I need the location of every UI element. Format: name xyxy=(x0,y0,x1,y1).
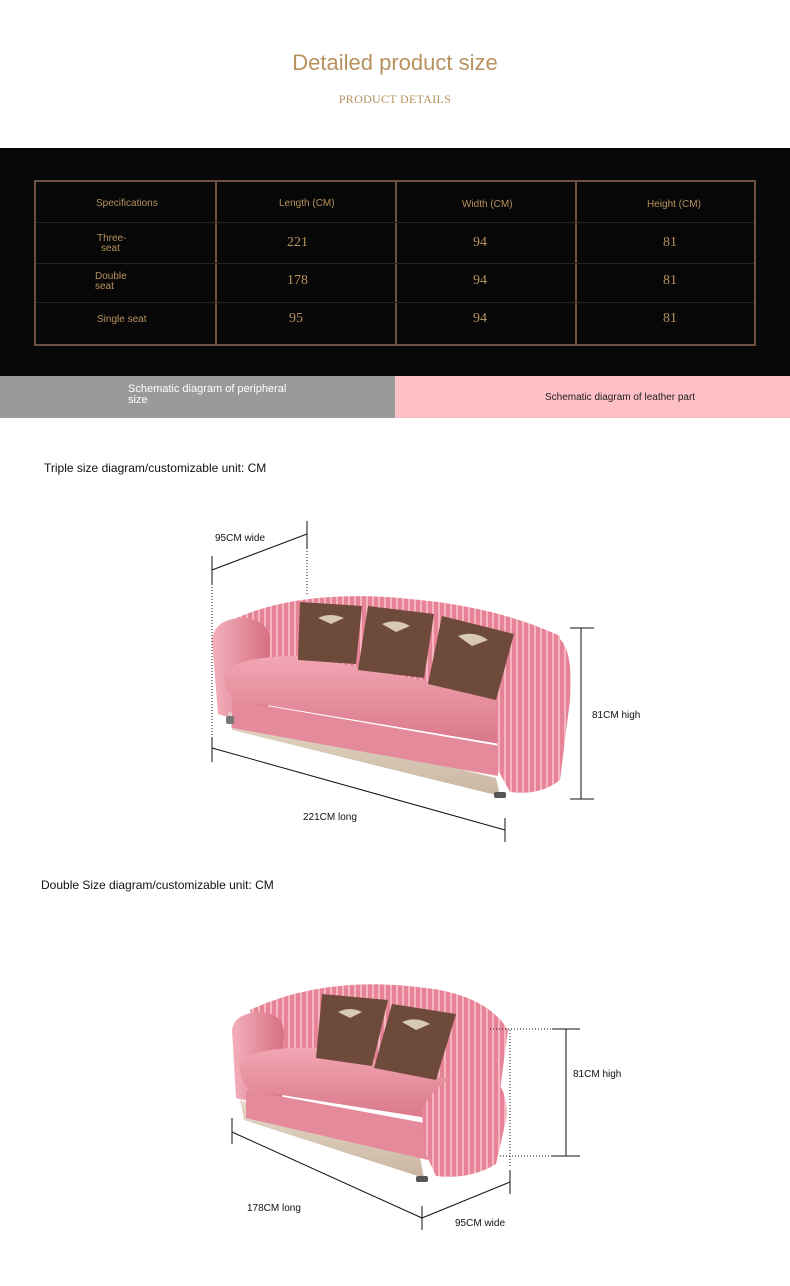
table-row-label: Single seat xyxy=(97,314,147,325)
row-label-line: seat xyxy=(95,281,114,292)
double-height-label: 81CM high xyxy=(573,1069,622,1080)
sofa-foot xyxy=(494,792,506,798)
cell-height: 81 xyxy=(663,235,677,250)
header-cell-length: Length (CM) xyxy=(279,198,335,209)
tab-label-line: Schematic diagram of peripheral xyxy=(128,383,287,395)
sofa-foot xyxy=(226,716,234,724)
triple-height-label: 81CM high xyxy=(592,710,641,721)
sofa-foot xyxy=(416,1176,428,1182)
double-length-label: 178CM long xyxy=(247,1203,301,1214)
cell-width: 94 xyxy=(473,273,487,288)
header-cell-specifications: Specifications xyxy=(96,198,158,209)
double-sofa-illustration xyxy=(232,984,508,1182)
row-label-line: seat xyxy=(101,243,120,254)
page-title: Detailed product size xyxy=(292,50,498,75)
pillow xyxy=(298,602,362,664)
double-width-label: 95CM wide xyxy=(455,1218,506,1229)
cell-width: 94 xyxy=(473,311,487,326)
triple-sofa-illustration xyxy=(212,596,571,798)
cell-height: 81 xyxy=(663,311,677,326)
row-label-line: Three- xyxy=(97,233,127,244)
tab-label-line: size xyxy=(128,394,148,406)
triple-length-label: 221CM long xyxy=(303,812,357,823)
double-caption: Double Size diagram/customizable unit: CM xyxy=(41,878,274,892)
cell-length: 95 xyxy=(289,311,303,326)
header-cell-height: Height (CM) xyxy=(647,199,701,210)
cell-length: 178 xyxy=(287,273,308,288)
triple-caption: Triple size diagram/customizable unit: CM xyxy=(44,461,267,475)
cell-width: 94 xyxy=(473,235,487,250)
triple-width-label: 95CM wide xyxy=(215,533,266,544)
pillow xyxy=(358,606,434,678)
cell-length: 221 xyxy=(287,235,308,250)
cell-height: 81 xyxy=(663,273,677,288)
header-cell-width: Width (CM) xyxy=(462,199,513,210)
page-subtitle: PRODUCT DETAILS xyxy=(338,92,452,106)
tab-label: Schematic diagram of leather part xyxy=(545,392,696,403)
row-label-line: Double xyxy=(95,271,127,282)
